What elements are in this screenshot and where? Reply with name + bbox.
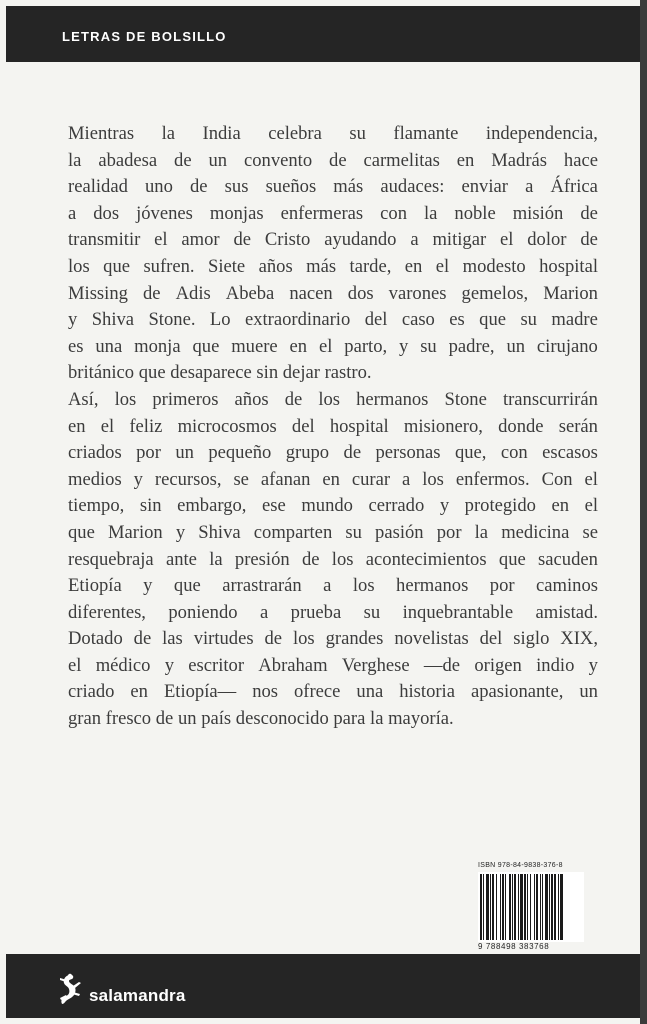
series-band bbox=[6, 6, 640, 62]
barcode-bar bbox=[549, 874, 550, 940]
synopsis-line: a dos jóvenes monjas enfermeras con la noble misión de bbox=[68, 202, 598, 224]
synopsis-line: Etiopía y que arrastrarán a los hermanos por caminos bbox=[68, 575, 598, 597]
barcode-bar bbox=[527, 874, 528, 940]
synopsis-line: Missing de Adis Abeba nacen dos varones gemelos, Marion bbox=[68, 282, 598, 304]
synopsis-line: gran fresco de un país desconocido para la mayoría. bbox=[68, 708, 454, 730]
salamander-icon bbox=[56, 970, 90, 1006]
synopsis-line: diferentes, poniendo a prueba su inquebrantable amistad. bbox=[68, 601, 598, 623]
series-label: LETRAS DE BOLSILLO bbox=[62, 29, 227, 44]
barcode-bar bbox=[490, 874, 491, 940]
barcode-bar bbox=[518, 874, 519, 940]
barcode-bar bbox=[486, 874, 489, 940]
barcode-bar bbox=[551, 874, 553, 940]
barcode-bar bbox=[542, 874, 543, 940]
synopsis-line: transmitir el amor de Cristo ayudando a mitigar el dolor de bbox=[68, 229, 598, 251]
barcode-bar bbox=[492, 874, 494, 940]
synopsis-line: resquebraja ante la presión de los acontecimientos que sacuden bbox=[68, 548, 598, 570]
barcode-bar bbox=[505, 874, 506, 940]
synopsis-line: Así, los primeros años de los hermanos Stone transcurrirán bbox=[68, 388, 598, 410]
barcode-bar bbox=[496, 874, 497, 940]
barcode-bar bbox=[545, 874, 548, 940]
synopsis-line: realidad uno de sus sueños más audaces: enviar a África bbox=[68, 176, 598, 198]
synopsis-line: el médico y escritor Abraham Verghese —de origen indio y bbox=[68, 654, 598, 676]
barcode-bar bbox=[500, 874, 501, 940]
synopsis-line: Mientras la India celebra su flamante independencia, bbox=[68, 123, 598, 144]
synopsis-line: criado en Etiopía— nos ofrece una historia apasionante, un bbox=[68, 681, 598, 703]
synopsis-line: británico que desaparece sin dejar rastro. bbox=[68, 362, 372, 384]
synopsis-line: que Marion y Shiva comparten su pasión por la medicina se bbox=[68, 521, 598, 543]
cover-edge bbox=[640, 0, 647, 1024]
synopsis-line: Dotado de las virtudes de los grandes novelistas del siglo XIX, bbox=[68, 628, 598, 650]
synopsis-line: criados por un pequeño grupo de personas que, con escasos bbox=[68, 442, 598, 464]
synopsis-text bbox=[68, 121, 598, 733]
barcode-bar bbox=[530, 874, 531, 940]
synopsis-line: los que sufren. Siete años más tarde, en el modesto hospital bbox=[68, 255, 598, 277]
barcode-bar bbox=[560, 874, 563, 940]
barcode-bar bbox=[524, 874, 526, 940]
barcode-bar bbox=[536, 874, 538, 940]
synopsis-line: y Shiva Stone. Lo extraordinario del caso es que su madre bbox=[68, 309, 598, 331]
barcode-bar bbox=[558, 874, 559, 940]
publisher-name: salamandra bbox=[89, 986, 186, 1005]
synopsis-line: en el feliz microcosmos del hospital misionero, donde serán bbox=[68, 415, 598, 437]
barcode-digits: 9 788498 383768 bbox=[478, 942, 550, 951]
barcode-bar bbox=[480, 874, 482, 940]
barcode-bar bbox=[509, 874, 511, 940]
barcode-icon bbox=[478, 872, 584, 942]
barcode-bar bbox=[483, 874, 484, 940]
barcode-bar bbox=[512, 874, 513, 940]
barcode-bar bbox=[502, 874, 504, 940]
barcode-bar bbox=[514, 874, 516, 940]
barcode-bar bbox=[520, 874, 523, 940]
barcode-bar bbox=[534, 874, 535, 940]
synopsis-line: medios y recursos, se afanan en curar a los enfermos. Con el bbox=[68, 468, 598, 490]
synopsis-line: tiempo, sin embargo, ese mundo cerrado y protegido en el bbox=[68, 495, 598, 517]
synopsis-line: es una monja que muere en el parto, y su padre, un cirujano bbox=[68, 335, 598, 357]
barcode-bar bbox=[540, 874, 541, 940]
synopsis-line: la abadesa de un convento de carmelitas en Madrás hace bbox=[68, 149, 598, 171]
isbn-label: ISBN 978-84-9838-376-8 bbox=[478, 862, 563, 869]
barcode-bar bbox=[554, 874, 556, 940]
